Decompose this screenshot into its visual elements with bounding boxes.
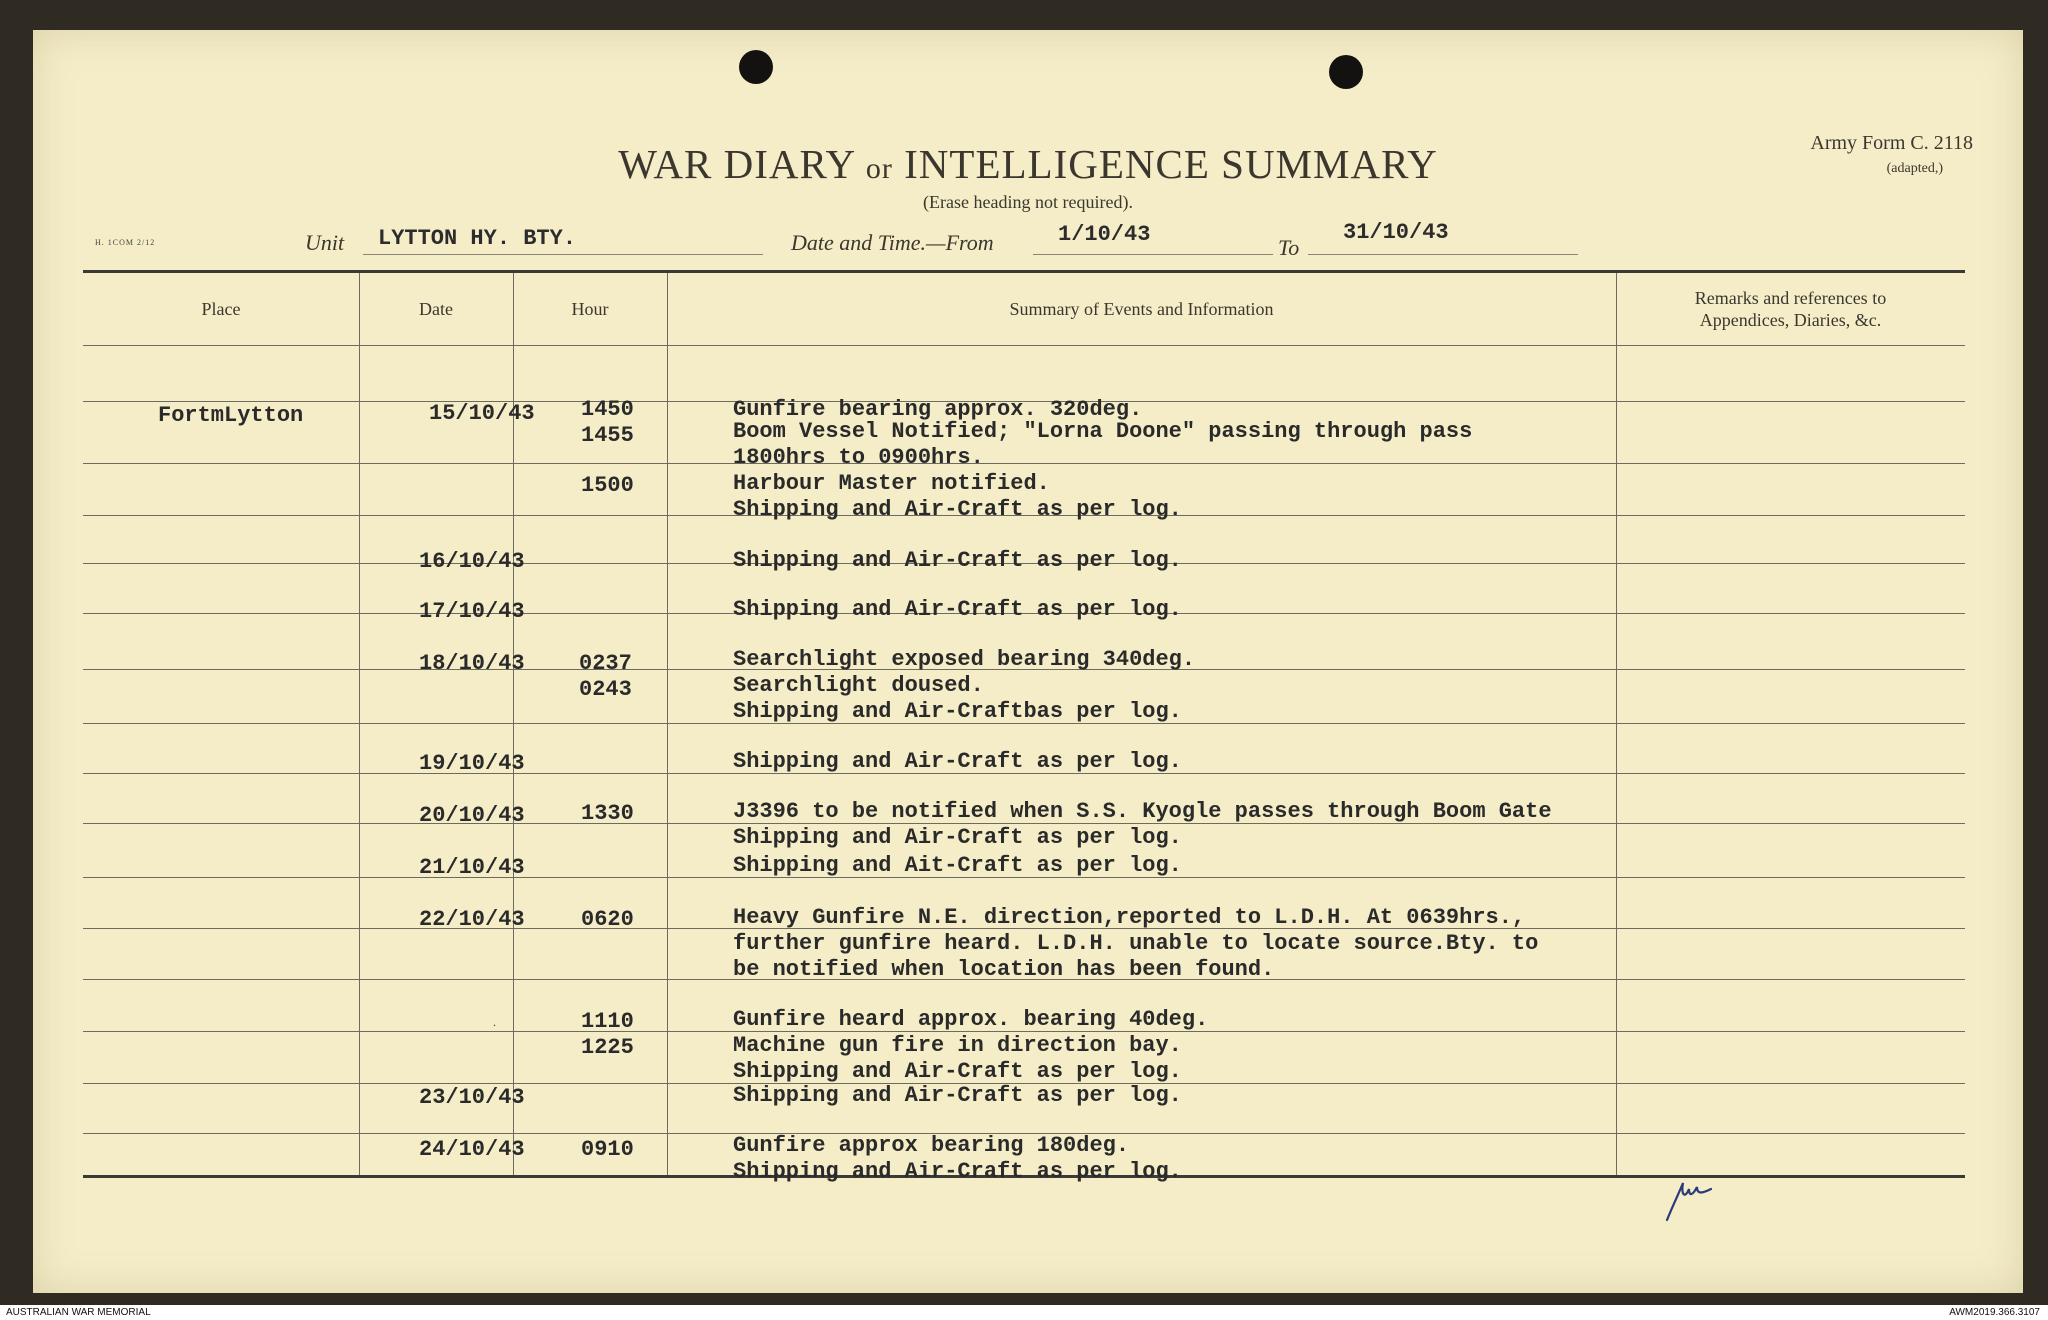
entry-date: 21/10/43 bbox=[419, 855, 525, 880]
signature-mark bbox=[1659, 1165, 1719, 1225]
unit-underline bbox=[363, 254, 763, 255]
entry-text: Gunfire heard approx. bearing 40deg. bbox=[733, 1007, 1209, 1032]
archive-credit: AUSTRALIAN WAR MEMORIAL bbox=[6, 1307, 151, 1318]
form-code: H. 1COM 2/12 bbox=[95, 238, 156, 247]
unit-label: Unit bbox=[305, 230, 345, 255]
punch-hole bbox=[739, 50, 773, 84]
entry-text: Shipping and Air-Craft as per log. bbox=[733, 597, 1182, 622]
entry-text: Gunfire approx bearing 180deg. bbox=[733, 1133, 1130, 1158]
entry-text: Shipping and Air-Craftbas per log. bbox=[733, 699, 1182, 724]
entry-text: 1800hrs to 0900hrs. bbox=[733, 445, 984, 470]
column-divider bbox=[359, 273, 360, 1175]
entry-text: J3396 to be notified when S.S. Kyogle passes through Boom Gate bbox=[733, 799, 1552, 824]
entry-hour: 1500 bbox=[581, 473, 634, 498]
entry-hour: 1330 bbox=[581, 801, 634, 826]
remarks-header-line2: Appendices, Diaries, &c. bbox=[1699, 310, 1882, 330]
entry-date: 20/10/43 bbox=[419, 803, 525, 828]
entry-date: 17/10/43 bbox=[419, 599, 525, 624]
date-from-underline bbox=[1033, 254, 1273, 255]
entry-hour: 0243 bbox=[579, 677, 632, 702]
entry-date: 15/10/43 bbox=[429, 401, 535, 426]
entry-text: further gunfire heard. L.D.H. unable to locate source.Bty. to bbox=[733, 931, 1539, 956]
date-to: 31/10/43 bbox=[1343, 220, 1449, 245]
ink-dot: . bbox=[493, 1015, 496, 1029]
entry-text: Gunfire bearing approx. 320deg. bbox=[733, 397, 1143, 422]
entry-hour: 0910 bbox=[581, 1137, 634, 1162]
entry-text: be notified when location has been found. bbox=[733, 957, 1275, 982]
title-war-diary: WAR DIARY bbox=[618, 141, 855, 187]
column-divider bbox=[1616, 273, 1617, 1175]
entry-text: Heavy Gunfire N.E. direction,reported to L.D.H. At 0639hrs., bbox=[733, 905, 1526, 930]
remarks-header-line1: Remarks and references to bbox=[1694, 288, 1887, 308]
diary-table bbox=[83, 270, 1965, 1184]
entry-text: Shipping and Air-Craft as per log. bbox=[733, 1059, 1182, 1084]
entry-text: Shipping and Air-Craft as per log. bbox=[733, 548, 1182, 573]
document-title bbox=[33, 140, 2023, 188]
entry-date: 22/10/43 bbox=[419, 907, 525, 932]
column-header-date: Date bbox=[419, 299, 453, 319]
row-rule bbox=[83, 463, 1965, 464]
entry-text: Searchlight exposed bearing 340deg. bbox=[733, 647, 1196, 672]
to-label: To bbox=[1278, 235, 1300, 260]
punch-hole bbox=[1329, 55, 1363, 89]
date-label: Date and Time.—From bbox=[791, 230, 994, 255]
title-or: or bbox=[865, 152, 893, 185]
entry-text: Searchlight doused. bbox=[733, 673, 984, 698]
document-subtitle: (Erase heading not required). bbox=[923, 192, 1133, 212]
entry-text: Harbour Master notified. bbox=[733, 471, 1050, 496]
entry-date: 23/10/43 bbox=[419, 1085, 525, 1110]
title-intelligence-summary: INTELLIGENCE SUMMARY bbox=[904, 141, 1438, 187]
entry-hour: 1450 bbox=[581, 397, 634, 422]
header-row-rule bbox=[83, 345, 1965, 346]
entry-text: Machine gun fire in direction bay. bbox=[733, 1033, 1182, 1058]
entry-date: 16/10/43 bbox=[419, 549, 525, 574]
entry-text: Shipping and Ait-Craft as per log. bbox=[733, 853, 1182, 878]
entry-text: Shipping and Air-Craft as per log. bbox=[733, 1083, 1182, 1108]
entry-place: FortmLytton bbox=[158, 403, 304, 428]
unit-value: LYTTON HY. BTY. bbox=[378, 226, 577, 251]
entry-hour: 1455 bbox=[581, 423, 634, 448]
form-number-text: Army Form C. 2118 bbox=[1810, 132, 1973, 154]
archive-reference: AWM2019.366.3107 bbox=[1949, 1307, 2040, 1318]
column-divider bbox=[667, 273, 668, 1175]
entry-text: Shipping and Air-Craft as per log. bbox=[733, 1159, 1182, 1184]
entry-hour: 0237 bbox=[579, 651, 632, 676]
form-adapted: (adapted,) bbox=[1886, 161, 1943, 176]
entry-hour: 1110 bbox=[581, 1009, 634, 1034]
date-to-underline bbox=[1308, 254, 1578, 255]
entry-hour: 1225 bbox=[581, 1035, 634, 1060]
column-header-summary: Summary of Events and Information bbox=[1009, 299, 1274, 319]
diary-page bbox=[33, 30, 2023, 1293]
column-header-hour: Hour bbox=[571, 299, 609, 319]
entry-text: Shipping and Air-Craft as per log. bbox=[733, 497, 1182, 522]
column-header-place: Place bbox=[201, 299, 241, 319]
entry-text: Boom Vessel Notified; "Lorna Doone" passing through pass bbox=[733, 419, 1473, 444]
entry-date: 19/10/43 bbox=[419, 751, 525, 776]
entry-text: Shipping and Air-Craft as per log. bbox=[733, 749, 1182, 774]
entry-text: Shipping and Air-Craft as per log. bbox=[733, 825, 1182, 850]
entry-date: 24/10/43 bbox=[419, 1137, 525, 1162]
entry-hour: 0620 bbox=[581, 907, 634, 932]
date-from: 1/10/43 bbox=[1058, 222, 1151, 247]
entry-date: 18/10/43 bbox=[419, 651, 525, 676]
column-header-remarks bbox=[1616, 273, 1965, 345]
form-number bbox=[1810, 130, 1973, 182]
